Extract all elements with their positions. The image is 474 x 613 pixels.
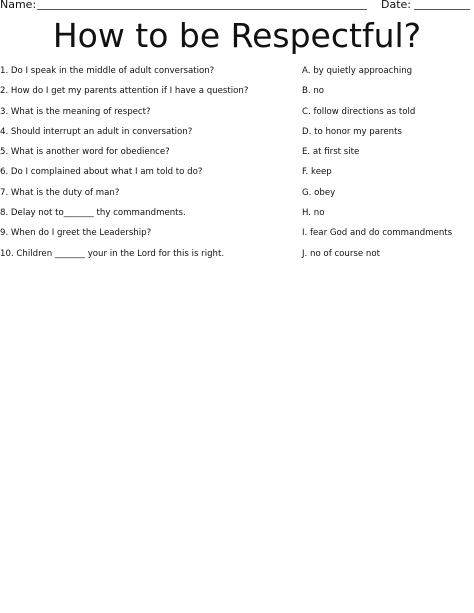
answer-i: I. fear God and do commandments: [302, 228, 453, 239]
name-blank-line: [37, 9, 367, 10]
answer-h: H. no: [302, 208, 325, 219]
question-8: 8. Delay not to_______ thy commandments.: [0, 208, 186, 219]
date-label: Date:: [381, 0, 411, 11]
answer-g: G. obey: [302, 187, 336, 198]
answer-j: J. no of course not: [302, 248, 380, 259]
answer-d: D. to honor my parents: [302, 126, 402, 137]
answers-column: [302, 64, 474, 267]
questions-column: [0, 64, 300, 267]
date-blank-line: [414, 9, 470, 10]
question-9: 9. When do I greet the Leadership?: [0, 228, 152, 239]
question-1: 1. Do I speak in the middle of adult conversation?: [0, 66, 215, 76]
page-title: How to be Respectful?: [52, 16, 422, 55]
answer-f: F. keep: [302, 167, 332, 178]
question-2: 2. How do I get my parents attention if I have a question?: [0, 86, 249, 97]
question-5: 5. What is another word for obedience?: [0, 147, 170, 158]
answer-a: A. by quietly approaching: [302, 66, 413, 76]
worksheet-header: [0, 0, 474, 14]
question-4: 4. Should interrupt an adult in conversation?: [0, 126, 193, 137]
answer-c: C. follow directions as told: [302, 106, 416, 117]
answer-e: E. at first site: [302, 147, 360, 158]
question-6: 6. Do I complained about what I am told to do?: [0, 167, 203, 178]
answer-b: B. no: [302, 86, 325, 97]
question-7: 7. What is the duty of man?: [0, 187, 120, 198]
question-3: 3. What is the meaning of respect?: [0, 106, 151, 117]
name-label: Name:: [0, 0, 37, 11]
question-10: 10. Children _______ your in the Lord for this is right.: [0, 248, 225, 259]
